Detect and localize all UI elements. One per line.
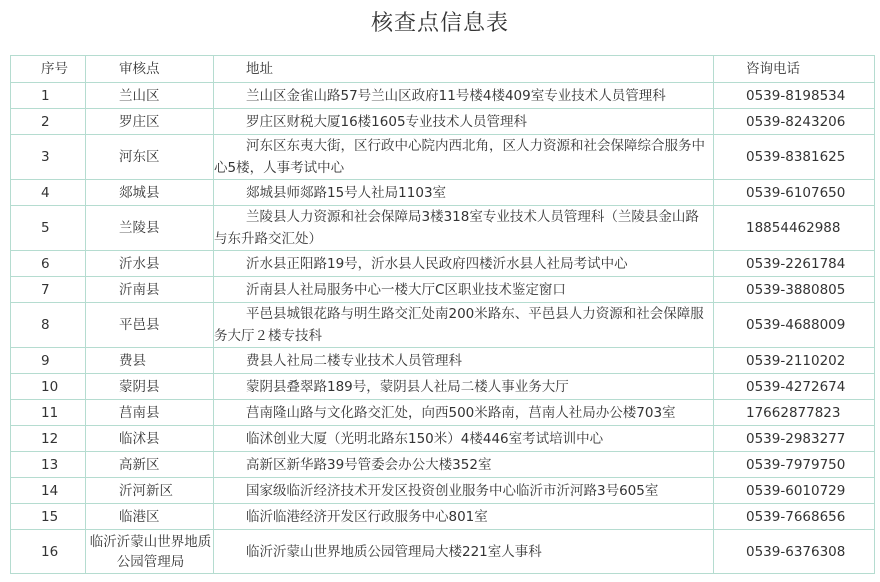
row-number: 13	[11, 452, 86, 478]
row-site: 沂水县	[86, 251, 214, 277]
row-number: 1	[11, 83, 86, 109]
table-row	[11, 452, 875, 478]
row-phone: 0539-6010729	[714, 478, 875, 504]
row-address: 平邑县城银花路与明生路交汇处南200米路东、平邑县人力资源和社会保障服务大厅２楼专技科	[214, 303, 714, 348]
row-number: 12	[11, 426, 86, 452]
row-address: 兰陵县人力资源和社会保障局3楼318室专业技术人员管理科（兰陵县金山路与东升路交汇处）	[214, 206, 714, 251]
row-site: 郯城县	[86, 180, 214, 206]
row-site: 罗庄区	[86, 109, 214, 135]
row-address: 莒南隆山路与文化路交汇处，向西500米路南，莒南人社局办公楼703室	[214, 400, 714, 426]
row-address: 沂水县正阳路19号，沂水县人民政府四楼沂水县人社局考试中心	[214, 251, 714, 277]
table-row	[11, 426, 875, 452]
row-phone: 0539-6107650	[714, 180, 875, 206]
table-row	[11, 348, 875, 374]
row-site: 兰山区	[86, 83, 214, 109]
row-site: 平邑县	[86, 303, 214, 348]
table-row	[11, 251, 875, 277]
table-row	[11, 504, 875, 530]
row-phone: 0539-4272674	[714, 374, 875, 400]
row-address: 蒙阴县叠翠路189号，蒙阴县人社局二楼人事业务大厅	[214, 374, 714, 400]
row-number: 7	[11, 277, 86, 303]
row-number: 4	[11, 180, 86, 206]
row-phone: 18854462988	[714, 206, 875, 251]
checkpoint-table	[10, 55, 875, 574]
row-address: 河东区东夷大街，区行政中心院内西北角，区人力资源和社会保障综合服务中心5楼，人事考试中心	[214, 135, 714, 180]
row-phone: 17662877823	[714, 400, 875, 426]
row-phone: 0539-7668656	[714, 504, 875, 530]
header-phone: 咨询电话	[714, 56, 875, 83]
row-number: 16	[11, 530, 86, 574]
row-site: 临港区	[86, 504, 214, 530]
table-row	[11, 83, 875, 109]
table-row	[11, 400, 875, 426]
row-phone: 0539-2110202	[714, 348, 875, 374]
row-address: 国家级临沂经济技术开发区投资创业服务中心临沂市沂河路3号605室	[214, 478, 714, 504]
row-site: 费县	[86, 348, 214, 374]
row-address: 费县人社局二楼专业技术人员管理科	[214, 348, 714, 374]
row-number: 2	[11, 109, 86, 135]
row-phone: 0539-8381625	[714, 135, 875, 180]
row-number: 6	[11, 251, 86, 277]
row-site: 临沂沂蒙山世界地质公园管理局	[86, 530, 214, 574]
header-site: 审核点	[86, 56, 214, 83]
row-phone: 0539-3880805	[714, 277, 875, 303]
table-row	[11, 135, 875, 180]
row-address: 临沂临港经济开发区行政服务中心801室	[214, 504, 714, 530]
row-number: 15	[11, 504, 86, 530]
row-number: 9	[11, 348, 86, 374]
row-address: 高新区新华路39号管委会办公大楼352室	[214, 452, 714, 478]
row-number: 5	[11, 206, 86, 251]
row-address: 罗庄区财税大厦16楼1605专业技术人员管理科	[214, 109, 714, 135]
table-row	[11, 478, 875, 504]
row-number: 14	[11, 478, 86, 504]
row-phone: 0539-2983277	[714, 426, 875, 452]
row-site: 河东区	[86, 135, 214, 180]
row-phone: 0539-7979750	[714, 452, 875, 478]
row-site: 蒙阴县	[86, 374, 214, 400]
row-phone: 0539-2261784	[714, 251, 875, 277]
row-site: 高新区	[86, 452, 214, 478]
table-row	[11, 303, 875, 348]
row-address: 郯城县师郯路15号人社局1103室	[214, 180, 714, 206]
row-site: 沂南县	[86, 277, 214, 303]
table-row	[11, 530, 875, 574]
row-site: 临沭县	[86, 426, 214, 452]
row-number: 10	[11, 374, 86, 400]
row-phone: 0539-6376308	[714, 530, 875, 574]
header-address: 地址	[214, 56, 714, 83]
table-row	[11, 206, 875, 251]
table-row	[11, 109, 875, 135]
row-phone: 0539-8198534	[714, 83, 875, 109]
table-row	[11, 180, 875, 206]
table-row	[11, 277, 875, 303]
header-no: 序号	[11, 56, 86, 83]
row-number: 3	[11, 135, 86, 180]
table-row	[11, 374, 875, 400]
row-phone: 0539-8243206	[714, 109, 875, 135]
row-site: 沂河新区	[86, 478, 214, 504]
row-address: 临沭创业大厦（光明北路东150米）4楼446室考试培训中心	[214, 426, 714, 452]
row-address: 兰山区金雀山路57号兰山区政府11号楼4楼409室专业技术人员管理科	[214, 83, 714, 109]
row-phone: 0539-4688009	[714, 303, 875, 348]
row-address: 沂南县人社局服务中心一楼大厅C区职业技术鉴定窗口	[214, 277, 714, 303]
row-number: 11	[11, 400, 86, 426]
row-address: 临沂沂蒙山世界地质公园管理局大楼221室人事科	[214, 530, 714, 574]
row-site: 兰陵县	[86, 206, 214, 251]
row-number: 8	[11, 303, 86, 348]
row-site: 莒南县	[86, 400, 214, 426]
page-title: 核查点信息表	[370, 11, 509, 36]
table-header-row	[11, 56, 875, 83]
